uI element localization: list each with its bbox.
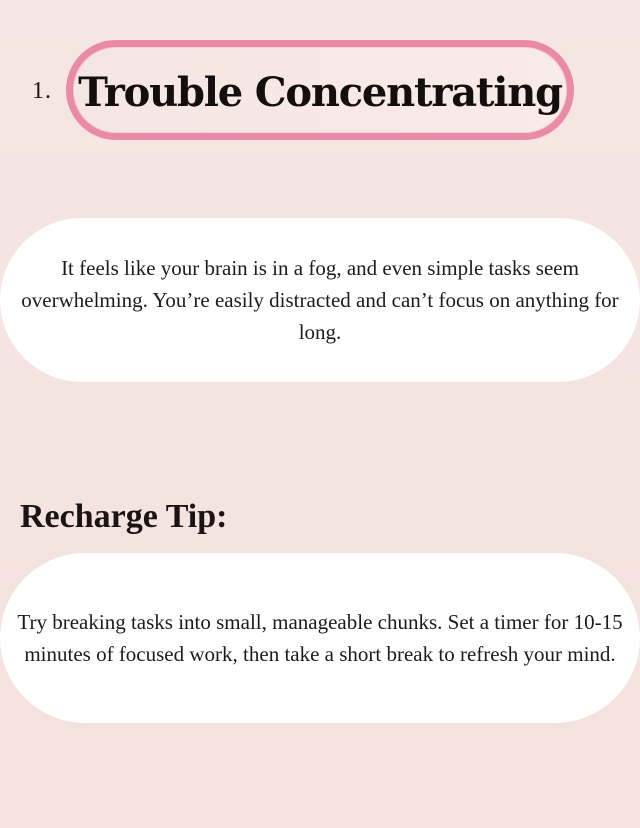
tip-heading: Recharge Tip:: [20, 498, 228, 535]
description-text: It feels like your brain is in a fog, and even simple tasks seem overwhelming. You’re easily distracted and can’t focus on anything for long.: [21, 256, 619, 344]
tip-text: Try breaking tasks into small, manageable chunks. Set a timer for 10-15 minutes of focused work, then take a short break to refresh your mind.: [17, 610, 623, 666]
page-title: Trouble Concentrating: [78, 69, 562, 116]
item-number: 1.: [32, 78, 52, 104]
description-bubble: [0, 218, 640, 382]
tip-bubble: [0, 553, 640, 723]
title-pill: [66, 40, 574, 140]
